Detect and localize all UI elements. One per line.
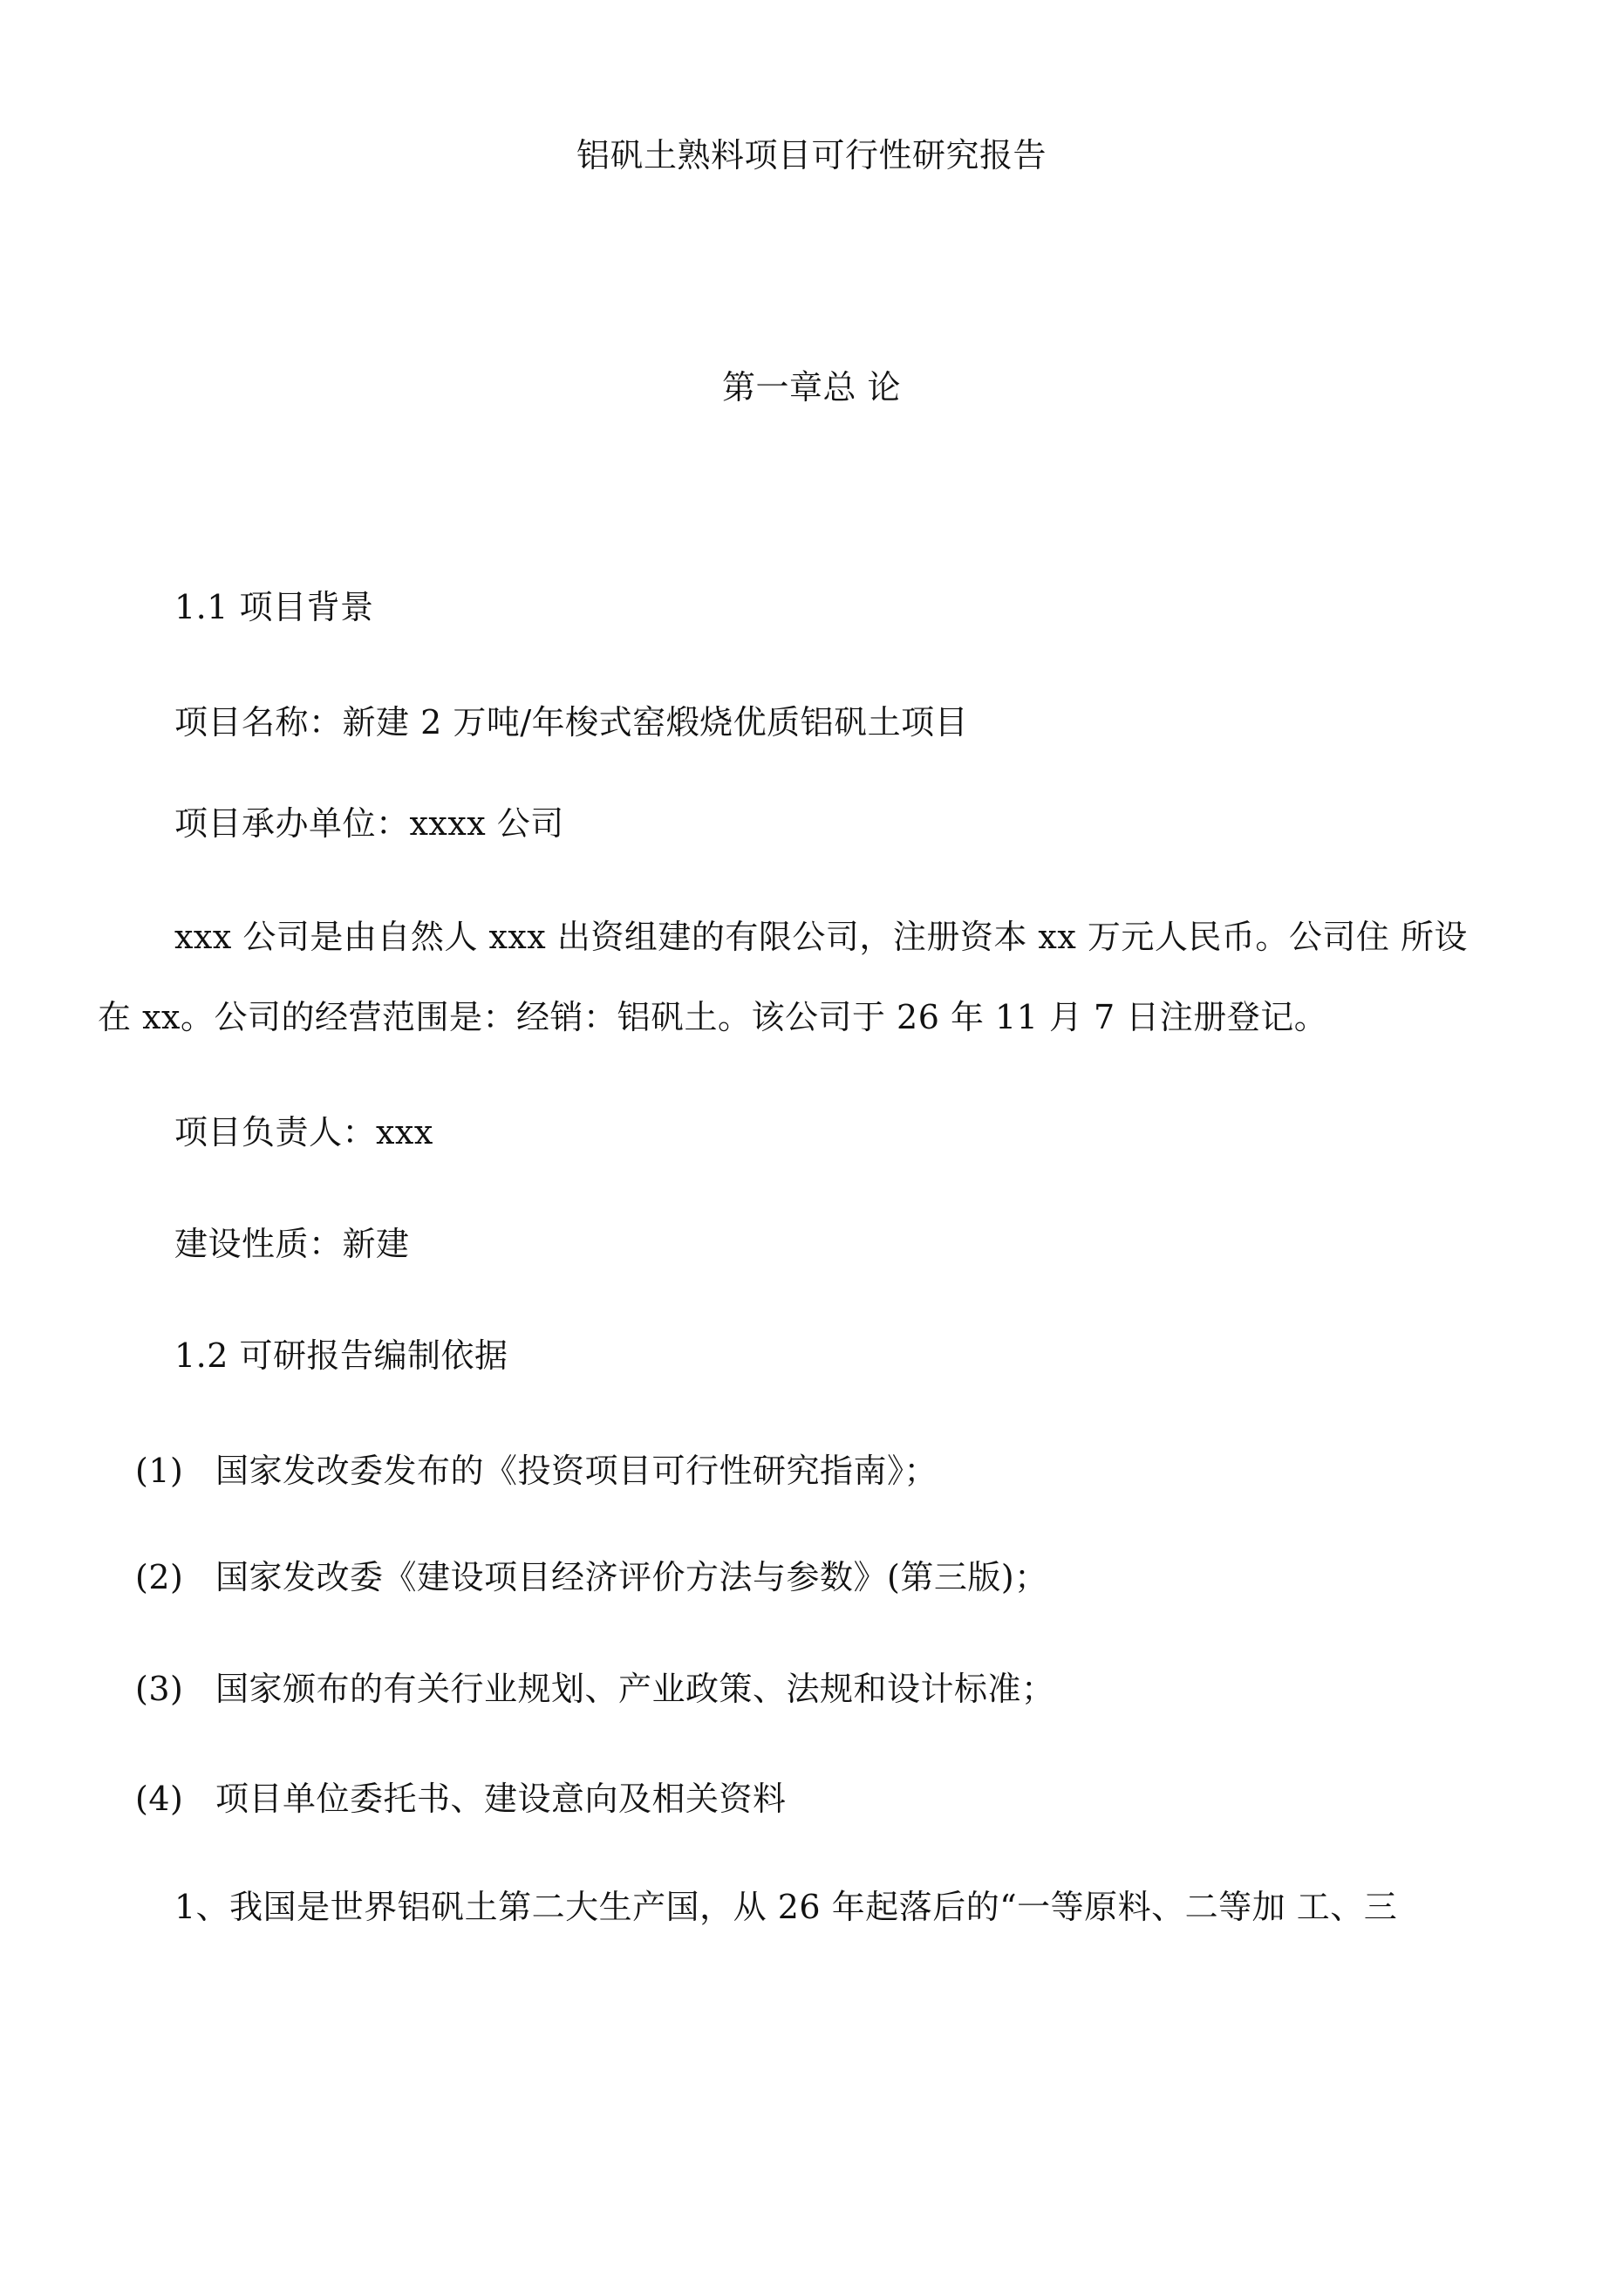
chapter-heading: 第一章总 论 bbox=[721, 368, 902, 407]
basis-item-text: 国家颁布的有关行业规划、产业政策、法规和设计标准； bbox=[215, 1670, 1055, 1708]
basis-item-number: (1) bbox=[135, 1452, 184, 1490]
responsible-field: 项目负责人：xxx bbox=[174, 1113, 433, 1151]
basis-item-number: (3) bbox=[135, 1670, 184, 1708]
company-description-line-2: 在 xx。公司的经营范围是：经销：铝矾土。该公司于 26 年 11 月 7 日注册登记。 bbox=[98, 998, 1328, 1036]
section-heading-1-1: 1.1 项目背景 bbox=[174, 588, 374, 626]
document-title: 铝矾土熟料项目可行性研究报告 bbox=[576, 136, 1047, 174]
section-heading-1-2: 1.2 可研报告编制依据 bbox=[174, 1336, 508, 1375]
basis-item-text: 国家发改委《建设项目经济评价方法与参数》(第三版)； bbox=[215, 1558, 1048, 1596]
basis-item-number: (2) bbox=[135, 1558, 184, 1596]
undertaker-field: 项目承办单位：xxxx 公司 bbox=[174, 804, 564, 843]
body-paragraph-start: 1、我国是世界铝矾土第二大生产国，从 26 年起落后的“一等原料、二等加 工、三 bbox=[174, 1888, 1398, 1926]
basis-item-text: 项目单位委托书、建设意向及相关资料 bbox=[215, 1780, 787, 1818]
basis-item-text: 国家发改委发布的《投资项目可行性研究指南》； bbox=[215, 1452, 938, 1490]
company-description-line-1: xxx 公司是由自然人 xxx 出资组建的有限公司，注册资本 xx 万元人民币。公司住 所设 bbox=[174, 918, 1468, 956]
project-name-field: 项目名称：新建 2 万吨/年梭式窑煅烧优质铝矾土项目 bbox=[174, 703, 969, 741]
nature-field: 建设性质：新建 bbox=[174, 1225, 410, 1263]
basis-item-number: (4) bbox=[135, 1780, 184, 1818]
